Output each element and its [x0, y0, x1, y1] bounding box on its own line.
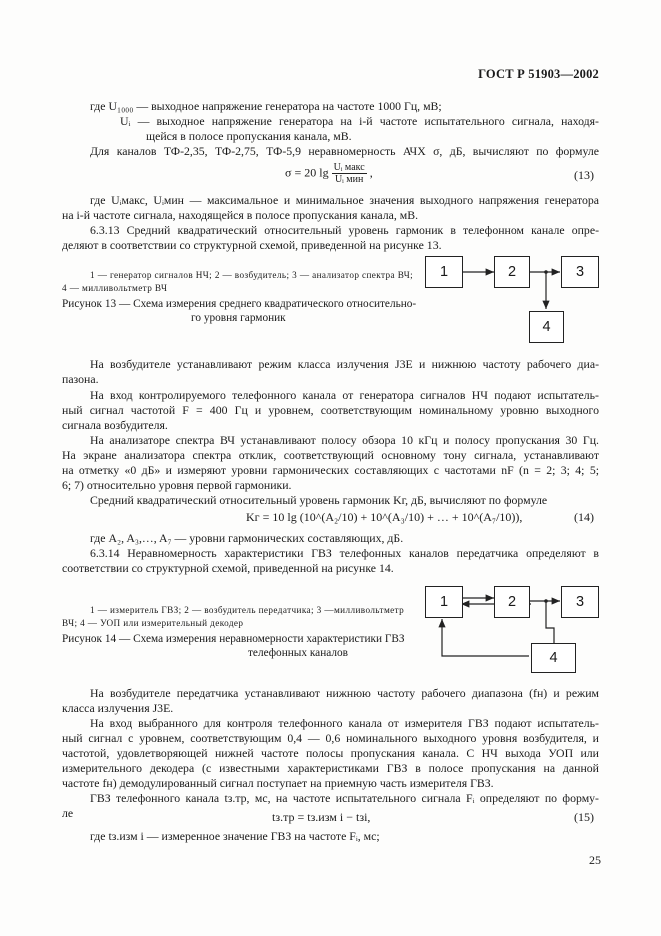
fig14-arrow-4-1	[442, 619, 529, 656]
para-analyzer: На анализаторе спектра ВЧ устанавливают полосу обзора 10 кГц и полосу пропускания 30 Гц.	[90, 433, 599, 447]
fig13-legend: 1 — генератор сигналов НЧ; 2 — возбудитель; 3 — анализатор спектра ВЧ;	[90, 270, 414, 280]
def-ui: Uᵢ — выходное напряжение генератора на i-й частоте испытательного сигнала, находя-	[120, 114, 599, 128]
fig13-block-2: 2	[494, 256, 530, 288]
para-gvz-channel-cont: ле	[62, 806, 74, 820]
para-analyzer-l4: 6; 7) относительно уровня первой гармоники.	[62, 478, 292, 492]
fig14-block-2: 2	[494, 586, 530, 618]
para-gvz-input-l3: частотой, удовлетворяющей нижней частоте полосы пропускания канала. С НЧ выхода УОП или	[62, 746, 599, 760]
fig13-caption-cont: го уровня гармоник	[191, 312, 286, 324]
fig14-line-2-4	[546, 601, 554, 643]
formula-13-number: (13)	[574, 168, 594, 182]
def-measured-gvz: где tз.изм i — измеренное значение ГВЗ на частоте Fᵢ, мс;	[90, 829, 380, 843]
fig14-legend-cont: ВЧ; 4 — УОП или измерительный декодер	[62, 618, 244, 628]
para-transmitter-exciter-cont: класса излучения J3E.	[62, 701, 174, 715]
fig13-caption: Рисунок 13 — Схема измерения среднего квадратического относительно-	[62, 298, 417, 310]
fig14-block-1: 1	[425, 586, 463, 618]
para-6-3-13: 6.3.13 Средний квадратический относительный уровень гармоник в телефонном канале опре-	[90, 223, 599, 237]
para-harmonic-level: Средний квадратический относительный уровень гармоник Kг, дБ, вычисляют по формуле	[90, 493, 548, 507]
fig13-block-3: 3	[561, 256, 599, 288]
para-input-signal: На вход контролируемого телефонного канала от генератора сигналов НЧ подают испытатель-	[90, 388, 599, 402]
fig14-block-4: 4	[531, 643, 576, 673]
def-ui-cont: щейся в полосе пропускания канала, мВ.	[146, 129, 352, 143]
para-gvz-input-l4: измерительного декодера (с известными характеристиками ГВЗ в полосе пропускания на данной	[62, 761, 599, 775]
fig13-junction	[544, 270, 548, 274]
page-number: 25	[589, 853, 601, 867]
fig13-block-4: 4	[529, 311, 564, 343]
fig14-block-3: 3	[561, 586, 599, 618]
para-gvz-channel: ГВЗ телефонного канала tз.тр, мс, на частоте испытательного сигнала Fᵢ определяют по форму-	[90, 791, 599, 805]
fig13-block-1: 1	[425, 256, 463, 288]
para-6-3-14: 6.3.14 Неравномерность характеристики ГВЗ телефонных каналов передатчика определяют в	[90, 546, 599, 560]
fig14-caption-cont: телефонных каналов	[248, 647, 348, 659]
formula-15-number: (15)	[574, 810, 594, 824]
para-gvz-input-l2: ный сигнал с уровнем, соответствующим 0,4 — 0,6 номинального выходного уровня возбудителя, и	[62, 731, 599, 745]
def-umax-umin-cont: на i-й частоте сигнала, находящейся в полосе пропускания канала, мВ.	[62, 208, 419, 222]
para-6-3-14-cont: соответствии со структурной схемой, приведенной на рисунке 14.	[62, 561, 394, 575]
formula-14: Kг = 10 lg (10^(A₂/10) + 10^(A₃/10) + … + 10^(A₇/10)),	[246, 510, 523, 524]
def-u1000: где U₁₀₀₀ — выходное напряжение генератора на частоте 1000 Гц, мВ;	[90, 99, 442, 113]
formula-15: tз.тр = tз.изм i − tзi,	[272, 810, 371, 824]
para-analyzer-l3: на отметку «0 дБ» и измеряют уровни гармонических составляющих с частотами nF (n = 2; 3; 4; 5;	[62, 463, 599, 477]
para-tf-channels: Для каналов ТФ-2,35, ТФ-2,75, ТФ-5,9 неравномерность АЧХ σ, дБ, вычисляют по формуле	[90, 144, 599, 158]
standard-header: ГОСТ Р 51903—2002	[478, 67, 599, 81]
para-gvz-input: На вход выбранного для контроля телефонного канала от измерителя ГВЗ подают испытатель-	[90, 716, 599, 730]
formula-14-number: (14)	[574, 510, 594, 524]
para-input-signal-l2: ный сигнал частотой F = 400 Гц и уровнем, соответствующим номинальному уровню выходного	[62, 403, 599, 417]
formula-13: σ = 20 lg $\frac{\text{Uᵢ макс}}{\text{Uᵢ мин}}$ ,	[285, 162, 373, 185]
def-umax-umin: где Uᵢмакс, Uᵢмин — максимальное и минимальное значения выходного напряжения генератора	[90, 193, 599, 207]
para-transmitter-exciter: На возбудителе передатчика устанавливают нижнюю частоту рабочего диапазона (fн) и режим	[90, 686, 599, 700]
para-6-3-13-cont: деляют в соответствии со структурной схемой, приведенной на рисунке 13.	[62, 238, 442, 252]
fig14-caption: Рисунок 14 — Схема измерения неравномерности характеристики ГВЗ	[62, 633, 405, 645]
para-exciter-mode-cont: пазона.	[62, 372, 99, 386]
fig14-legend: 1 — измеритель ГВЗ; 2 — возбудитель передатчика; 3 —милливольтметр	[90, 605, 405, 615]
para-input-signal-l3: сигнала возбудителя.	[62, 418, 168, 432]
para-analyzer-l2: На экране анализатора спектра отклик, соответствующий основному тону сигнала, устанавливают	[62, 448, 599, 462]
fig14-junction	[544, 599, 548, 603]
para-exciter-mode: На возбудителе устанавливают режим класса излучения J3E и нижнюю частоту рабочего диа-	[90, 357, 599, 371]
fig13-legend-cont: 4 — милливольтметр ВЧ	[62, 283, 168, 293]
para-gvz-input-l5: частоте fн) демодулированный сигнал поступает на приемную часть измерителя ГВЗ.	[62, 776, 494, 790]
def-harmonics: где A₂, A₃,…, A₇ — уровни гармонических составляющих, дБ.	[90, 531, 404, 545]
